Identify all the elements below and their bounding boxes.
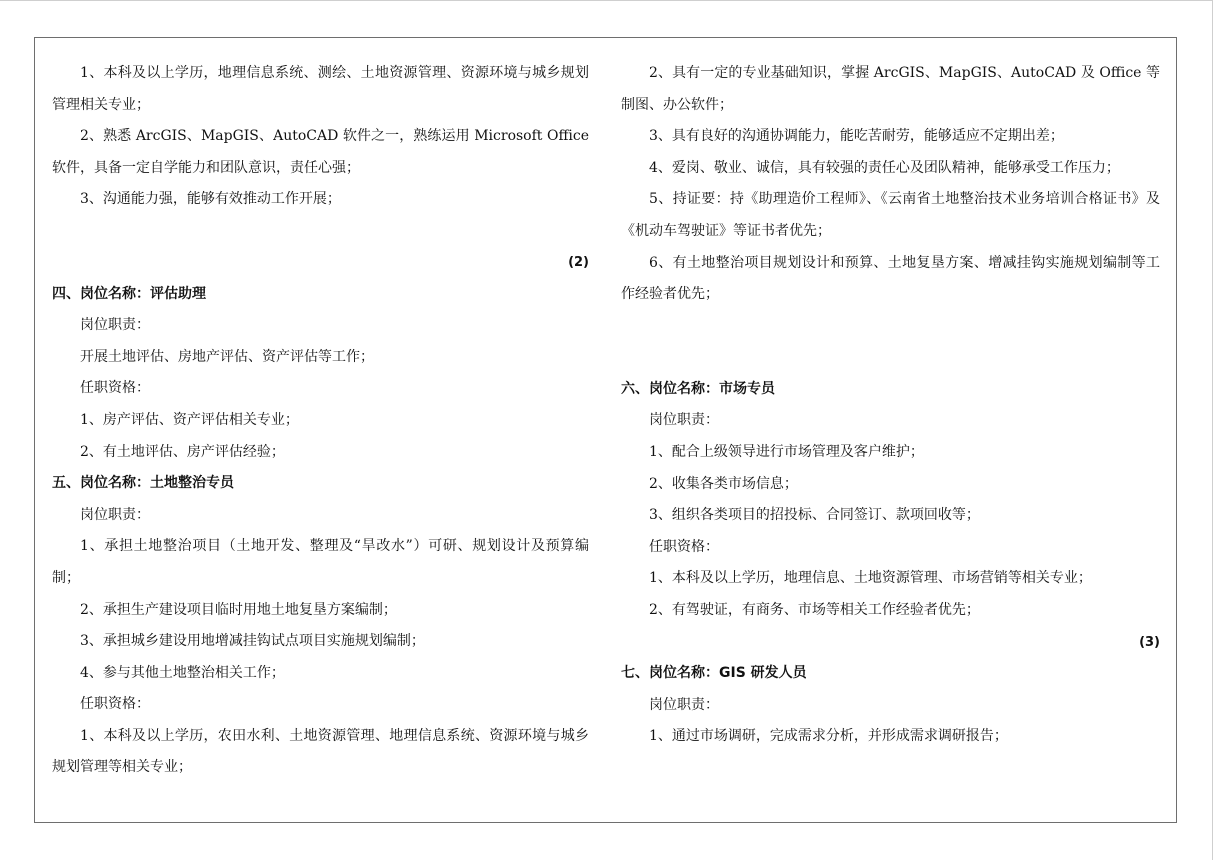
requirement-item: 1、本科及以上学历，地理信息系统、测绘、土地资源管理、资源环境与城乡规划管理相关专业； [52, 65, 589, 113]
requirement-item: 5、持证要：持《助理造价工程师》、《云南省土地整治技术业务培训合格证书》及《机动车驾驶证》等证书者优先； [621, 191, 1160, 239]
requirement-item: 3、沟通能力强，能够有效推动工作开展； [80, 191, 341, 208]
page-frame [34, 37, 1177, 823]
requirement-item: 2、具有一定的专业基础知识，掌握 ArcGIS、MapGIS、AutoCAD 及 Office 等制图、办公软件； [621, 65, 1160, 113]
section-heading-4: 四、岗位名称：评估助理 [52, 285, 206, 302]
section-heading-5: 五、岗位名称：土地整治专员 [52, 475, 234, 492]
duty-label: 岗位职责： [80, 317, 150, 334]
qualification-label: 任职资格： [80, 380, 150, 397]
qualification-item: 2、有驾驶证，有商务、市场等相关工作经验者优先； [649, 601, 980, 618]
requirement-item: 2、熟悉 ArcGIS、MapGIS、AutoCAD 软件之一，熟练运用 Microsoft Office 软件，具备一定自学能力和团队意识，责任心强； [52, 128, 589, 176]
duty-item: 3、承担城乡建设用地增减挂钩试点项目实施规划编制； [80, 633, 425, 650]
qualification-label: 任职资格： [649, 538, 719, 555]
qualification-label: 任职资格： [80, 696, 150, 713]
duty-item: 2、承担生产建设项目临时用地土地复垦方案编制； [80, 601, 397, 618]
left-column [52, 58, 589, 784]
duty-item: 2、收集各类市场信息； [649, 475, 798, 492]
page-number: (3) [1139, 634, 1160, 650]
duty-item: 3、组织各类项目的招投标、合同签订、款项回收等； [649, 507, 980, 524]
qualification-item: 1、本科及以上学历，农田水利、土地资源管理、地理信息系统、资源环境与城乡规划管理等相关专业； [52, 727, 589, 776]
duty-label: 岗位职责： [649, 696, 719, 713]
requirement-item: 6、有土地整治项目规划设计和预算、土地复垦方案、增减挂钩实施规划编制等工作经验者优先； [621, 254, 1160, 303]
duty-item: 1、通过市场调研，完成需求分析，并形成需求调研报告； [649, 728, 1008, 745]
section-heading-7: 七、岗位名称：GIS 研发人员 [621, 665, 807, 682]
qualification-item: 2、有土地评估、房产评估经验； [80, 443, 285, 460]
page-number: (2) [568, 254, 589, 270]
qualification-item: 1、本科及以上学历，地理信息、土地资源管理、市场营销等相关专业； [649, 570, 1092, 587]
qualification-item: 1、房产评估、资产评估相关专业； [80, 411, 299, 428]
duty-item: 4、参与其他土地整治相关工作； [80, 664, 285, 681]
section-heading-6: 六、岗位名称：市场专员 [621, 380, 775, 397]
duty-item: 1、配合上级领导进行市场管理及客户维护； [649, 443, 924, 460]
requirement-item: 4、爱岗、敬业、诚信，具有较强的责任心及团队精神，能够承受工作压力； [649, 159, 1120, 176]
duty-label: 岗位职责： [649, 412, 719, 429]
duty-item: 开展土地评估、房地产评估、资产评估等工作； [80, 348, 374, 365]
duty-item: 1、承担土地整治项目（土地开发、整理及“旱改水”）可研、规划设计及预算编制； [52, 538, 589, 586]
right-column [621, 58, 1160, 753]
duty-label: 岗位职责： [80, 506, 150, 523]
spacer [621, 311, 1160, 374]
spacer [52, 216, 589, 247]
requirement-item: 3、具有良好的沟通协调能力，能吃苦耐劳，能够适应不定期出差； [649, 128, 1064, 145]
